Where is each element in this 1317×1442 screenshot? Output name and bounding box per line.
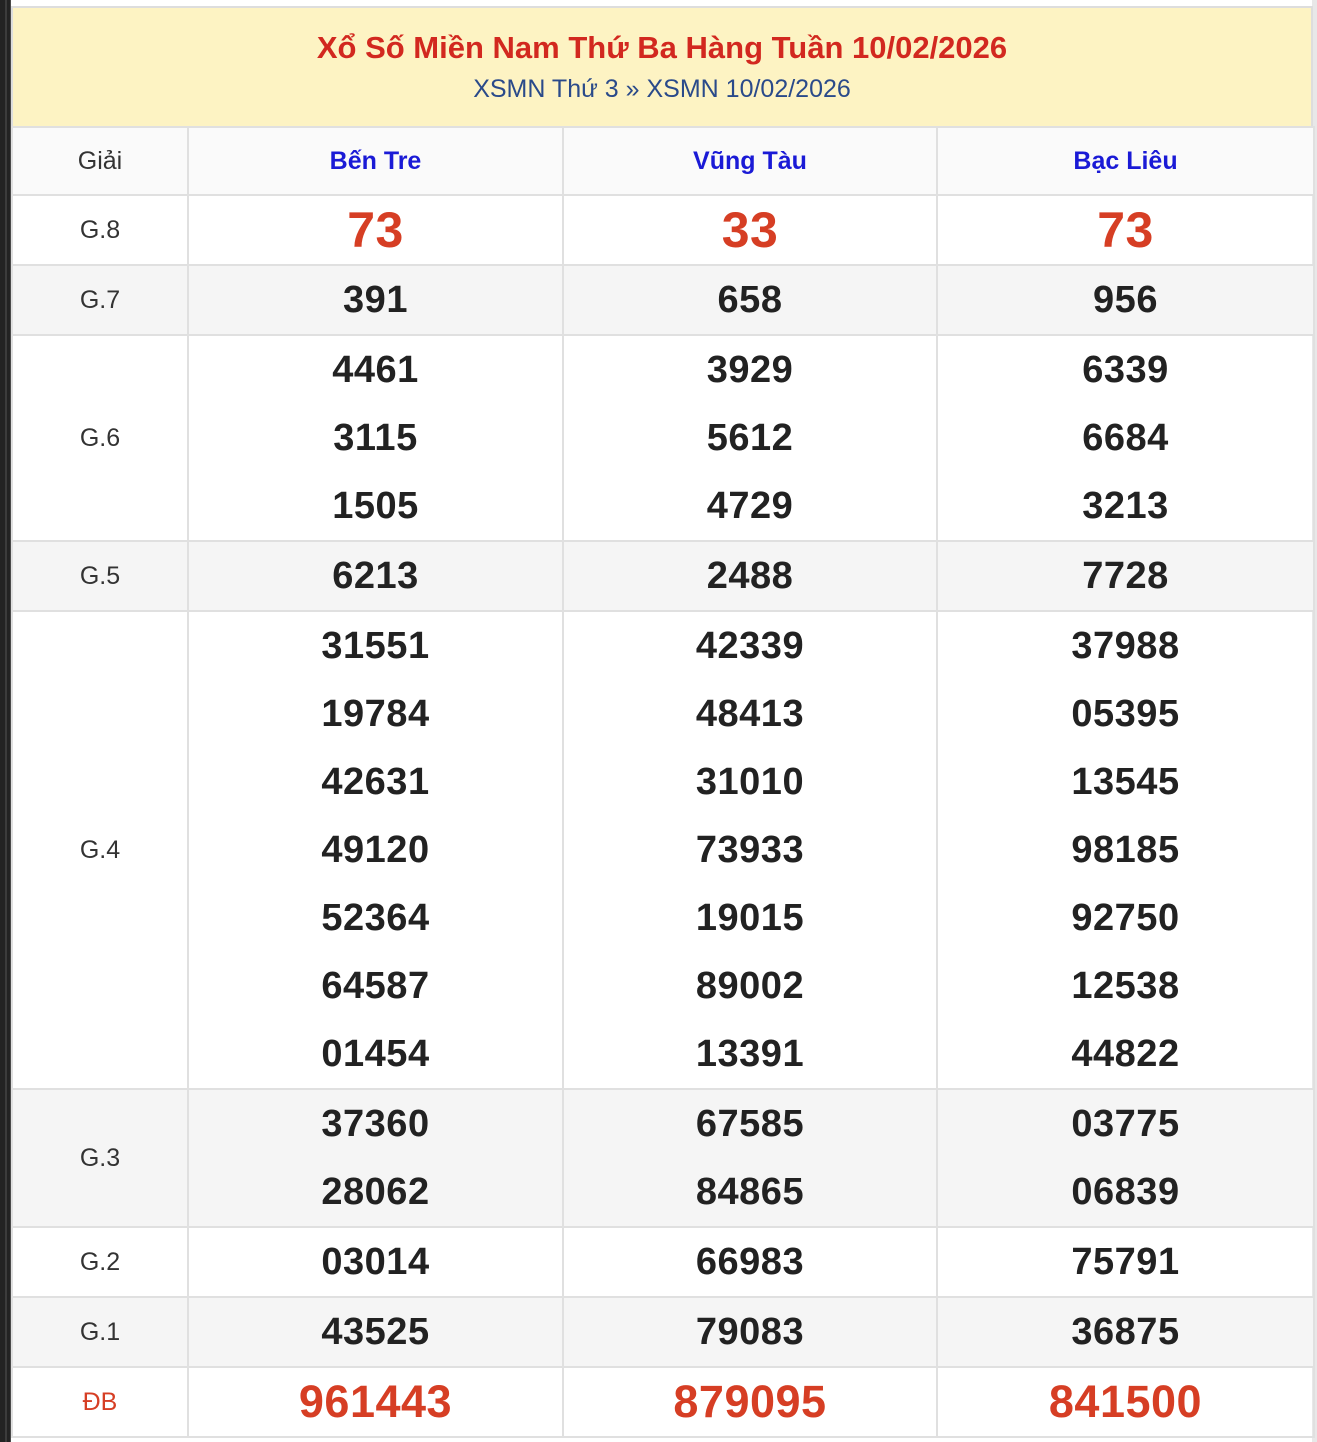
result-number: 05395 — [1071, 693, 1180, 735]
result-number: 73 — [1097, 202, 1154, 258]
result-number: 84865 — [695, 1171, 805, 1213]
prize-row-special — [12, 1367, 1314, 1437]
result-number: 3115 — [333, 417, 418, 459]
result-number: 5612 — [706, 417, 794, 459]
result-number: 92750 — [1071, 897, 1180, 939]
province-ben-tre[interactable]: Bến Tre — [329, 146, 422, 175]
special-result-number: 841500 — [1048, 1376, 1203, 1427]
result-number: 6684 — [1082, 417, 1169, 459]
result-number: 37360 — [321, 1103, 430, 1145]
result-number: 4729 — [706, 485, 794, 527]
province-bac-lieu[interactable]: Bạc Liêu — [1073, 146, 1178, 175]
province-vung-tau[interactable]: Vũng Tàu — [693, 146, 807, 175]
results-table — [11, 126, 1315, 1438]
prize-label: G.4 — [79, 835, 121, 864]
special-result-number: 961443 — [298, 1376, 453, 1427]
prize-row-g1 — [12, 1297, 1314, 1367]
prize-row-g3 — [12, 1089, 1314, 1227]
result-number: 67585 — [695, 1103, 805, 1145]
title-band — [11, 6, 1313, 126]
prize-label: G.3 — [79, 1143, 121, 1172]
result-number: 31010 — [695, 761, 805, 803]
prize-row-g7 — [12, 265, 1314, 335]
result-number: 42339 — [695, 625, 805, 667]
result-number: 7728 — [1082, 555, 1169, 597]
result-number: 44822 — [1071, 1033, 1180, 1075]
result-number: 48413 — [695, 693, 805, 735]
result-number: 79083 — [695, 1311, 805, 1353]
prize-row-g2 — [12, 1227, 1314, 1297]
prize-label: G.2 — [79, 1247, 121, 1276]
result-number: 658 — [717, 279, 783, 321]
result-number: 12538 — [1071, 965, 1180, 1007]
result-number: 73933 — [695, 829, 805, 871]
prize-row-g8 — [12, 195, 1314, 265]
result-number: 98185 — [1071, 829, 1180, 871]
page-title: Xổ Số Miền Nam Thứ Ba Hàng Tuần 10/02/2026 — [316, 30, 1008, 65]
table-header-row — [12, 127, 1314, 195]
result-number: 01454 — [321, 1033, 430, 1075]
breadcrumb-link-weekday[interactable]: XSMN Thứ 3 — [473, 75, 619, 103]
result-number: 1505 — [332, 485, 419, 527]
result-number: 33 — [721, 202, 779, 258]
breadcrumb-separator: » — [625, 75, 640, 103]
prize-row-g4 — [12, 611, 1314, 1089]
result-number: 49120 — [321, 829, 430, 871]
result-number: 19784 — [321, 693, 430, 735]
result-number: 66983 — [695, 1241, 805, 1283]
result-number: 4461 — [332, 349, 419, 391]
result-number: 37988 — [1071, 625, 1180, 667]
special-result-number: 879095 — [673, 1376, 827, 1427]
result-number: 06839 — [1071, 1171, 1180, 1213]
result-number: 42631 — [321, 761, 430, 803]
result-number: 64587 — [321, 965, 430, 1007]
breadcrumb-link-date[interactable]: XSMN 10/02/2026 — [646, 75, 851, 103]
result-number: 73 — [347, 202, 404, 258]
result-number: 3213 — [1082, 485, 1169, 527]
window-left-edge — [0, 0, 11, 1442]
prize-label: G.6 — [79, 423, 121, 452]
result-number: 36875 — [1071, 1311, 1180, 1353]
prize-column-header: Giải — [77, 146, 123, 175]
breadcrumb — [13, 74, 1311, 104]
result-number: 2488 — [706, 555, 794, 597]
result-number: 13391 — [695, 1033, 805, 1075]
result-number: 19015 — [695, 897, 805, 939]
prize-label: G.8 — [79, 215, 121, 244]
result-number: 6213 — [332, 555, 419, 597]
result-number: 31551 — [321, 625, 430, 667]
result-number: 28062 — [321, 1171, 430, 1213]
prize-row-g6 — [12, 335, 1314, 541]
result-number: 89002 — [695, 965, 805, 1007]
prize-label: G.5 — [79, 561, 121, 590]
result-number: 03775 — [1071, 1103, 1180, 1145]
result-number: 6339 — [1082, 349, 1169, 391]
prize-label: G.1 — [79, 1317, 121, 1346]
results-container — [11, 6, 1313, 1438]
result-number: 391 — [343, 279, 408, 321]
result-number: 52364 — [321, 897, 430, 939]
prize-label-special: ĐB — [82, 1387, 118, 1416]
prize-row-g5 — [12, 541, 1314, 611]
result-number: 75791 — [1071, 1241, 1180, 1283]
result-number: 956 — [1093, 279, 1158, 321]
result-number: 13545 — [1071, 761, 1180, 803]
prize-label: G.7 — [79, 285, 121, 314]
result-number: 03014 — [321, 1241, 430, 1283]
result-number: 43525 — [321, 1311, 430, 1353]
result-number: 3929 — [706, 349, 794, 391]
